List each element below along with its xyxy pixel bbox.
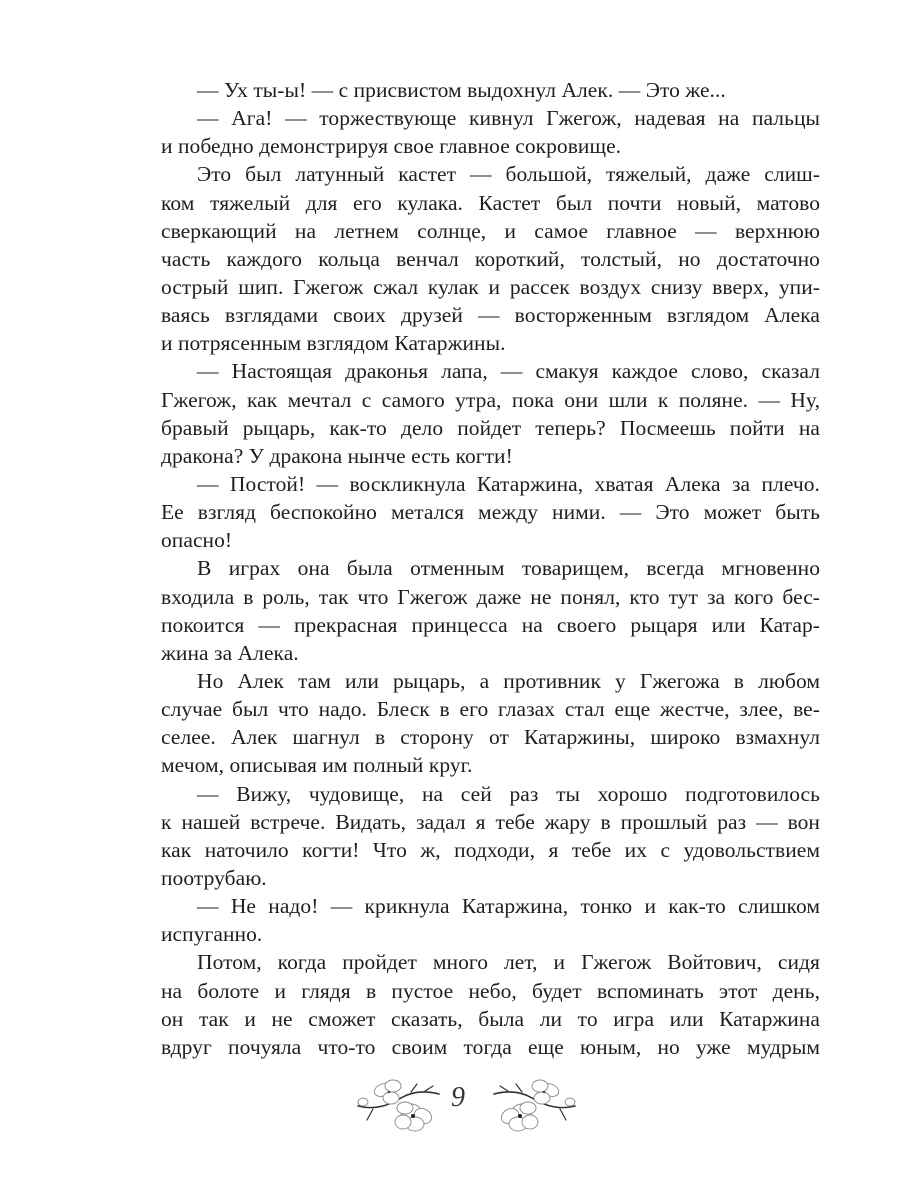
text-line: — Не надо! — крикнула Катаржина, тонко и как-то слишком [197,894,820,919]
text-line: мечом, описывая им полный круг. [161,753,473,778]
text-line: В играх она была отменным товарищем, всегда мгновенно [197,556,820,581]
text-line: покоится — прекрасная принцесса на своего рыцаря или Катар- [161,612,820,637]
text-line: часть каждого кольца венчал короткий, толстый, но достаточно [161,246,820,271]
text-line: случае был что надо. Блеск в его глазах стал еще жестче, злее, ве- [161,697,820,722]
text-line: сверкающий на летнем солнце, и самое главное — верхнюю [161,218,820,243]
text-line: вдруг почуяла что-то своим тогда еще юным, но уже мудрым [161,1034,820,1059]
text-line: Но Алек там или рыцарь, а противник у Гжегожа в любом [197,668,820,693]
cherry-blossom-ornament-icon [490,1076,580,1132]
text-line: Гжегож, как мечтал с самого утра, пока они шли к поляне. — Ну, [161,387,820,412]
text-line: ком тяжелый для его кулака. Кастет был почти новый, матово [161,190,820,215]
text-line: опасно! [161,528,233,553]
text-line: и победно демонстрируя свое главное сокровище. [161,134,622,159]
text-line: он так и не сможет сказать, была ли то игра или Катаржина [161,1006,820,1031]
text-line: Это был латунный кастет — большой, тяжелый, даже слиш- [197,162,820,187]
text-line: как наточило когти! Что ж, подходи, я тебе их с удовольствием [161,837,820,862]
text-line: испуганно. [161,922,263,947]
text-line: дракона? У дракона нынче есть когти! [161,443,513,468]
cherry-blossom-ornament-icon [353,1076,443,1132]
text-line: жина за Алека. [161,640,299,665]
text-line: и потрясенным взглядом Катаржины. [161,331,506,356]
text-line: — Вижу, чудовище, на сей раз ты хорошо подготовилось [197,781,820,806]
text-line: Потом, когда пройдет много лет, и Гжегож Войтович, сидя [197,950,820,975]
text-line: Ее взгляд беспокойно метался между ними. — Это может быть [161,500,820,525]
body-text [161,76,820,1061]
text-line: острый шип. Гжегож сжал кулак и рассек воздух снизу вверх, упи- [161,274,820,299]
page-number: 9 [451,1082,465,1113]
text-line: на болоте и глядя в пустое небо, будет вспоминать этот день, [161,978,820,1003]
page-footer [0,1068,900,1138]
text-line: ваясь взглядами своих друзей — восторженным взглядом Алека [161,303,820,328]
text-line: — Ага! — торжествующе кивнул Гжегож, надевая на пальцы [197,106,820,131]
text-line: — Ух ты-ы! — с присвистом выдохнул Алек. — Это же... [197,78,726,102]
text-line: поотрубаю. [161,865,267,890]
text-line: — Настоящая драконья лапа, — смакуя каждое слово, сказал [197,359,820,384]
text-line: бравый рыцарь, как-то дело пойдет теперь? Посмеешь пойти на [161,415,820,440]
text-line: входила в роль, так что Гжегож даже не понял, кто тут за кого бес- [161,584,820,609]
text-line: — Постой! — воскликнула Катаржина, хватая Алека за плечо. [197,471,820,496]
text-line: селее. Алек шагнул в сторону от Катаржины, широко взмахнул [161,725,820,750]
text-line: к нашей встрече. Видать, задал я тебе жару в прошлый раз — вон [161,809,820,834]
